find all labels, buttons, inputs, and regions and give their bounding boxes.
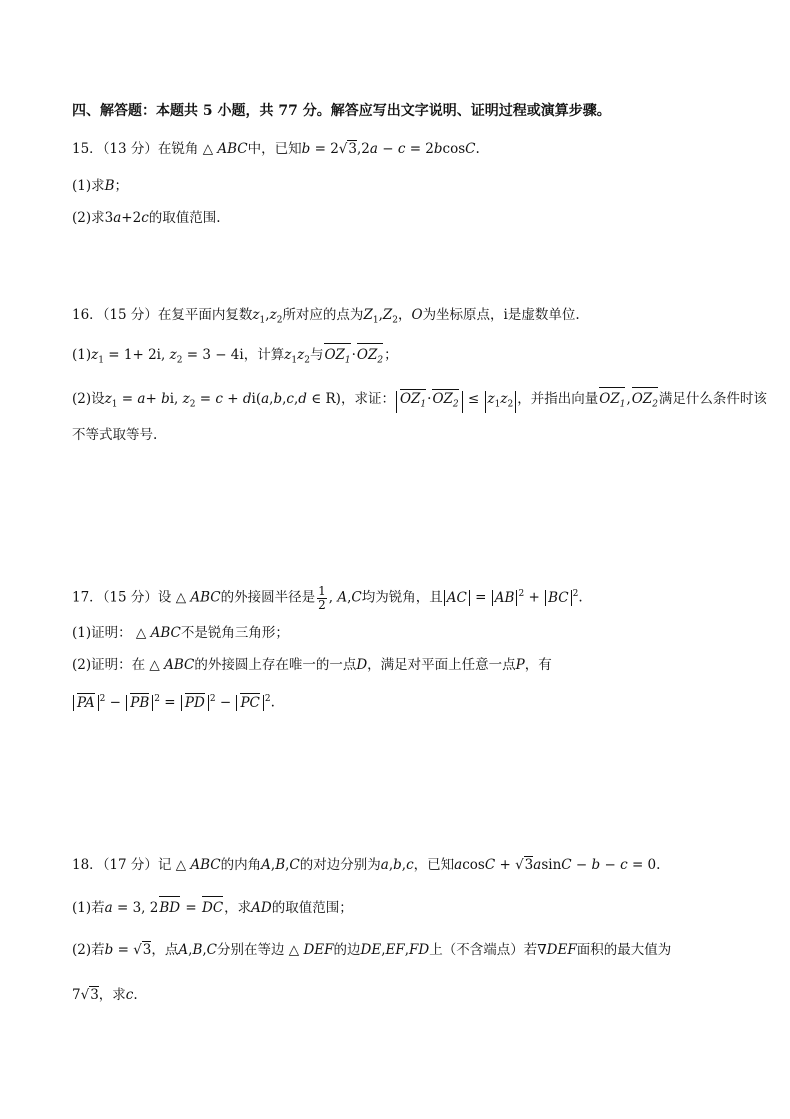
problem-16-part-2-cont: 不等式取等号.	[72, 427, 158, 443]
problem-16-part-1: $(1)z_1 = 1+ 2i$, $z_2 = 3 - 4i$，计算$z_1z_2$与$OZ_1\cdot OZ_2$；	[72, 345, 398, 371]
problem-17-part-2: (2)证明：在 △ ABC的外接圆上存在唯一的一点D，满足对平面上任意一点P，有	[72, 657, 552, 673]
problem-17-stem: 17．（15 分）设 △ ABC的外接圆半径是 $\frac{1}{2}$ , A,C均为锐角，且 AC = AB $^2$ + BC $^2$.	[72, 583, 583, 612]
problem-18-score: （17 分）	[102, 857, 158, 873]
problem-17-part-2-formula: PA $^2$ − PB $^2$ = PD $^2$ − PC $^2$.	[72, 689, 275, 713]
problem-16-number: 16．	[72, 307, 103, 323]
problem-18-number: 18．	[72, 857, 103, 873]
problem-15-score: （13 分）	[102, 141, 158, 157]
problem-16-part-2: (2)设$z_1 = a+$ bi, $z_2 = c + di(a,b,c,d$ ∈ R)，求证： $OZ_1\cdot OZ_2 \le z_1z_2$ ，并指出向量$OZ_1,OZ_2$满足什么条件时该	[72, 389, 767, 415]
problem-17-part-1: (1)证明： △ ABC不是锐角三角形；	[72, 625, 289, 641]
problem-16-stem: 16．（15 分）在复平面内复数$z_1,z_2$所对应的点为$Z_1,Z_2$，O为坐标原点，i是虚数单位.	[72, 307, 580, 326]
problem-16-score: （15 分）	[102, 307, 158, 323]
problem-17-score: （15 分）	[102, 589, 158, 606]
problem-18-part-2-cont: 7√3，求c.	[72, 987, 138, 1003]
problem-18-part-1: (1)若a = 3, 2BD = DC，求AD的取值范围；	[72, 900, 353, 916]
problem-17-number: 17．	[72, 589, 103, 606]
problem-15-stem: 15．（13 分）在锐角 △ ABC中，已知b = 2√3,2a − c = 2bcosC.	[72, 141, 480, 157]
problem-18-part-2: (2)若b = √3，点A,B,C分别在等边 △ DEF的边DE,EF,FD上（不含端点）若∇DEF面积的最大值为	[72, 942, 672, 958]
problem-15-part-1: (1)求B；	[72, 178, 129, 194]
section-heading: 四、解答题：本题共 5 小题，共 77 分。解答应写出文字说明、证明过程或演算步骤。	[72, 103, 611, 119]
problem-15-number: 15．	[72, 141, 103, 157]
problem-18-stem: 18．（17 分）记 △ ABC的内角A,B,C的对边分别为a,b,c，已知acosC + √3asinC − b − c = 0.	[72, 857, 661, 873]
problem-15-part-2: (2)求3a+2c的取值范围.	[72, 210, 221, 226]
